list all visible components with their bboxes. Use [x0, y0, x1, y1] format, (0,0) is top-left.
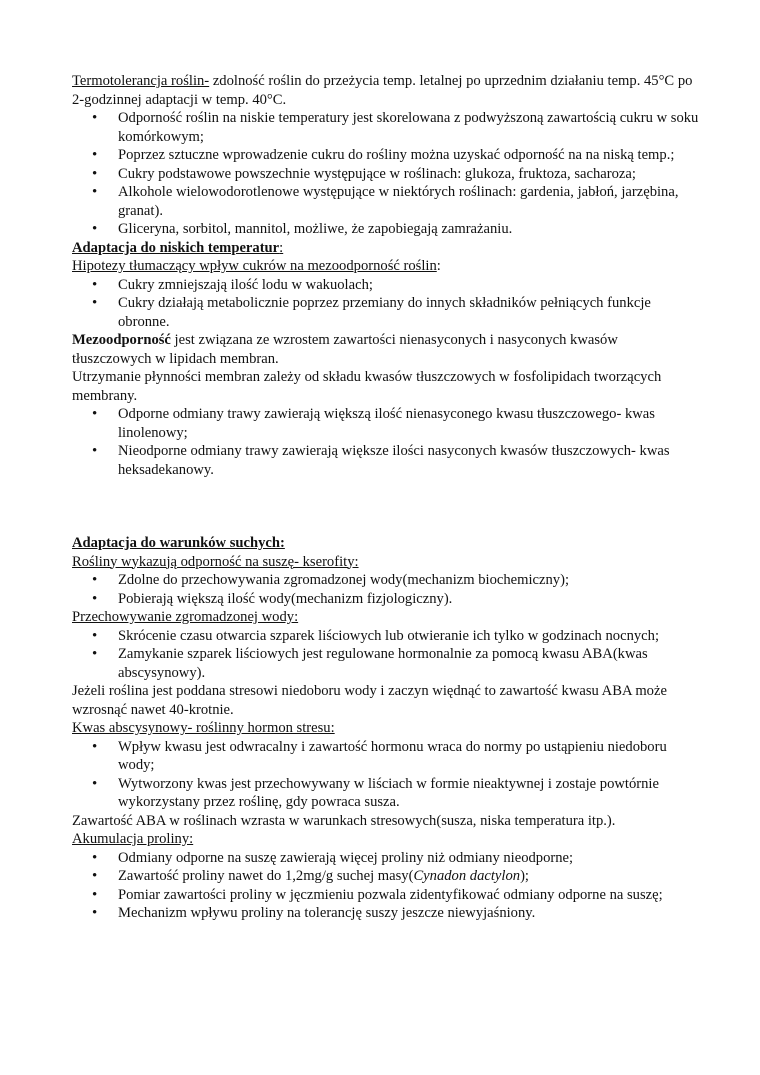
list-item: • Skrócenie czasu otwarcia szparek liściowych lub otwieranie ich tylko w godzinach nocnych; — [72, 627, 700, 646]
hypotheses-subheading: Hipotezy tłumaczący wpływ cukrów na mezoodporność roślin — [72, 258, 437, 274]
aba-stress-paragraph: Zawartość ABA w roślinach wzrasta w warunkach stresowych(susza, niska temperatura itp.). — [72, 812, 616, 829]
membrane-fluidity-paragraph: Utrzymanie płynności membran zależy od składu kwasów tłuszczowych w fosfolipidach tworzących membrany. — [72, 369, 662, 404]
grass-varieties-list — [72, 405, 700, 479]
low-temp-heading: Adaptacja do niskich temperatur — [72, 239, 280, 256]
proline-content-text: Zawartość proliny nawet do 1,2mg/g suchej masy( — [118, 868, 414, 884]
list-item: • Odporność roślin na niskie temperatury jest skorelowana z podwyższoną zawartością cukru w soku komórkowym; — [72, 109, 700, 146]
sugar-list — [72, 109, 700, 239]
list-item: • Mechanizm wpływu proliny na tolerancję suszy jeszcze niewyjaśniony. — [72, 904, 700, 923]
list-item: • Cukry podstawowe powszechnie występujące w roślinach: glukoza, fruktoza, sacharoza; — [72, 165, 700, 184]
low-temp-heading-line — [72, 239, 700, 258]
list-item: • Pobierają większą ilość wody(mechanizm fizjologiczny). — [72, 590, 700, 609]
list-item: • Poprzez sztuczne wprowadzenie cukru do rośliny można uzyskać odporność na na niską temp.; — [72, 146, 700, 165]
list-item: • Zdolne do przechowywania zgromadzonej wody(mechanizm biochemiczny); — [72, 571, 700, 590]
proline-subheading: Akumulacja proliny: — [72, 831, 194, 847]
list-item: • Nieodporne odmiany trawy zawierają większe ilości nasyconych kwasów tłuszczowych- kwas heksadekanowy. — [72, 442, 700, 479]
mesoresistance-paragraph — [72, 331, 700, 368]
mesoresistance-term: Mezoodporność — [72, 332, 171, 348]
water-storage-subheading: Przechowywanie zgromadzonej wody: — [72, 609, 299, 625]
mesoresistance-text: jest związana ze wzrostem zawartości nienasyconych i nasyconych kwasów tłuszczowych w lipidach membran. — [72, 332, 618, 367]
thermotolerance-definition: zdolność roślin do przeżycia temp. letalnej po uprzednim działaniu temp. 45°C po 2-godzinnej adaptacji w temp. 40°C. — [72, 73, 693, 108]
list-item: • Wpływ kwasu jest odwracalny i zawartość hormonu wraca do normy po ustąpieniu niedoboru wody; — [72, 738, 700, 775]
section-spacer — [72, 479, 700, 534]
thermotolerance-heading: Termotolerancja roślin- — [72, 73, 210, 89]
dry-conditions-heading: Adaptacja do warunków suchych: — [72, 535, 285, 551]
xerophytes-list — [72, 571, 700, 608]
list-item: • Cukry zmniejszają ilość lodu w wakuolach; — [72, 276, 700, 295]
proline-list — [72, 849, 700, 923]
list-item: • Wytworzony kwas jest przechowywany w liściach w formie nieaktywnej i zostaje powtórnie wykorzystany przez roślinę, gdy powraca susza. — [72, 775, 700, 812]
list-item: • Alkohole wielowodorotlenowe występujące w niektórych roślinach: gardenia, jabłoń, jarzębina, granat). — [72, 183, 700, 220]
hypotheses-subheading-line — [72, 257, 700, 276]
list-item — [72, 867, 700, 886]
list-item: • Odporne odmiany trawy zawierają większą ilość nienasyconego kwasu tłuszczowego- kwas linolenowy; — [72, 405, 700, 442]
list-item: • Pomiar zawartości proliny w jęczmieniu pozwala zidentyfikować odmiany odporne na suszę; — [72, 886, 700, 905]
xerophytes-subheading: Rośliny wykazują odporność na suszę- kserofity: — [72, 553, 359, 570]
list-item: • Zamykanie szparek liściowych jest regulowane hormonalnie za pomocą kwasu ABA(kwas abscysynowy). — [72, 645, 700, 682]
low-temp-heading-suffix: : — [279, 239, 284, 256]
hypotheses-list — [72, 276, 700, 332]
list-item: • Gliceryna, sorbitol, mannitol, możliwe, że zapobiegają zamrażaniu. — [72, 220, 700, 239]
abscisic-acid-list — [72, 738, 700, 812]
proline-content-suffix: ); — [520, 868, 529, 884]
hypotheses-subheading-suffix: : — [436, 258, 441, 274]
species-name: Cynadon dactylon — [413, 868, 521, 884]
list-item: • Odmiany odporne na suszę zawierają więcej proliny niż odmiany nieodporne; — [72, 849, 700, 868]
aba-increase-paragraph: Jeżeli roślina jest poddana stresowi niedoboru wody i zaczyn więdnąć to zawartość kwasu ABA może wzrosnąć nawet 40-krotnie. — [72, 683, 667, 718]
list-item: • Cukry działają metabolicznie poprzez przemiany do innych składników pełniących funkcje obronne. — [72, 294, 700, 331]
thermotolerance-paragraph — [72, 72, 700, 109]
abscisic-acid-subheading: Kwas abscysynowy- roślinny hormon stresu: — [72, 720, 335, 736]
water-storage-list — [72, 627, 700, 683]
